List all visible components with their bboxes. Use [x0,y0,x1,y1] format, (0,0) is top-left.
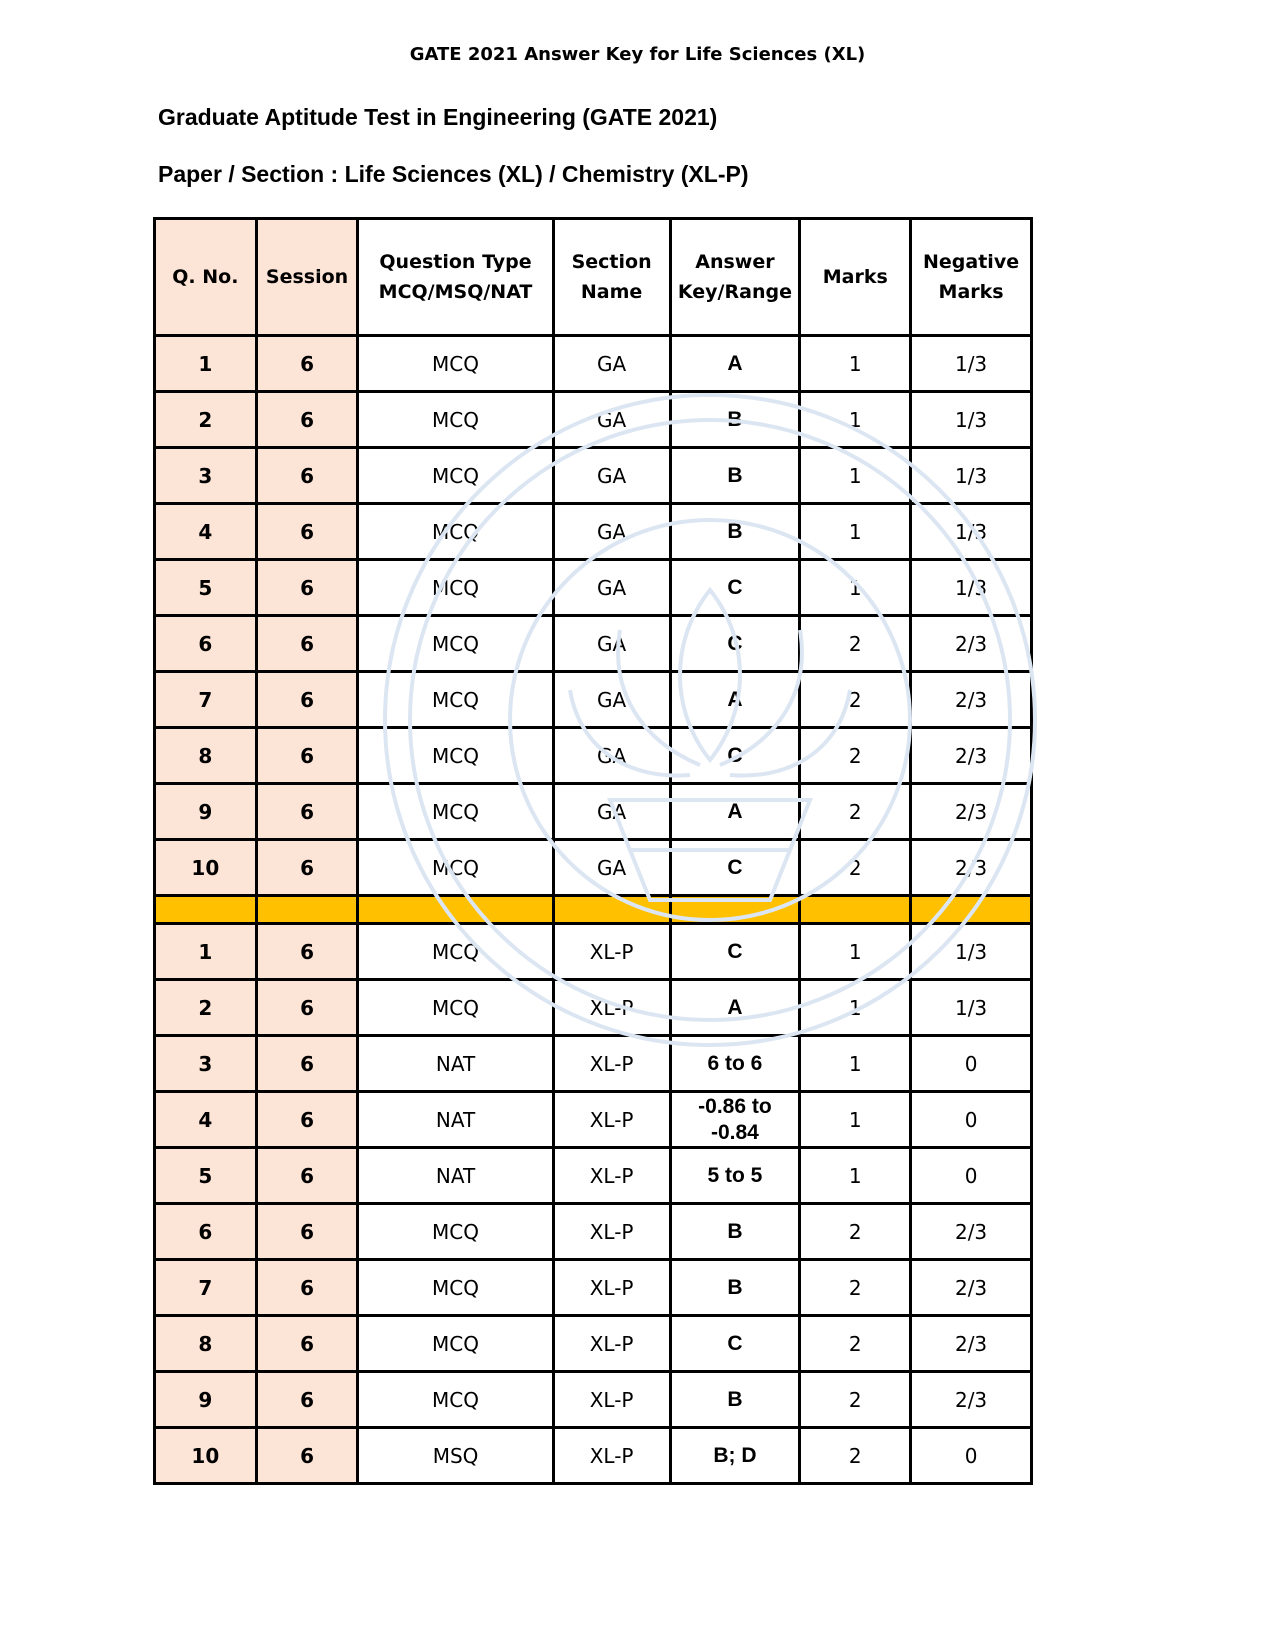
qno-cell: 7 [155,1260,257,1316]
qno-cell: 4 [155,1092,257,1148]
table-row [155,1260,1032,1316]
column-header-marks: Marks [800,219,911,336]
table-row [155,336,1032,392]
qno-cell: 2 [155,980,257,1036]
section-name-cell: GA [553,672,670,728]
column-header-session: Session [256,219,358,336]
answer-key-cell: C [670,728,800,784]
question-type-cell: MCQ [358,672,553,728]
negative-marks-cell: 2/3 [911,728,1032,784]
separator-cell [911,896,1032,924]
negative-marks-cell: 2/3 [911,1204,1032,1260]
answer-key-cell: C [670,924,800,980]
negative-marks-cell: 2/3 [911,1316,1032,1372]
table-header-row [155,219,1032,336]
question-type-cell: MCQ [358,336,553,392]
answer-key-cell: B; D [670,1428,800,1484]
session-cell: 6 [256,336,358,392]
qno-cell: 10 [155,840,257,896]
section-name-cell: GA [553,616,670,672]
answer-key-cell: A [670,336,800,392]
qno-cell: 3 [155,448,257,504]
negative-marks-cell: 1/3 [911,504,1032,560]
qno-cell: 9 [155,784,257,840]
section-name-cell: XL-P [553,1260,670,1316]
section-name-cell: XL-P [553,1092,670,1148]
marks-cell: 2 [800,1372,911,1428]
table-row [155,392,1032,448]
marks-cell: 1 [800,336,911,392]
session-cell: 6 [256,980,358,1036]
question-type-cell: MCQ [358,504,553,560]
answer-key-cell: C [670,1316,800,1372]
answer-key-cell: C [670,840,800,896]
marks-cell: 2 [800,728,911,784]
section-name-cell: GA [553,728,670,784]
marks-cell: 1 [800,980,911,1036]
separator-cell [800,896,911,924]
negative-marks-cell: 2/3 [911,1260,1032,1316]
table-row [155,448,1032,504]
separator-cell [553,896,670,924]
marks-cell: 1 [800,1092,911,1148]
answer-key-cell: 5 to 5 [670,1148,800,1204]
table-row [155,924,1032,980]
section-name-cell: XL-P [553,1372,670,1428]
question-type-cell: MCQ [358,840,553,896]
answer-key-cell: B [670,392,800,448]
session-cell: 6 [256,672,358,728]
negative-marks-cell: 0 [911,1092,1032,1148]
question-type-cell: MCQ [358,1204,553,1260]
column-header-question-type: Question Type MCQ/MSQ/NAT [358,219,553,336]
answer-key-cell: B [670,1204,800,1260]
question-type-cell: MCQ [358,784,553,840]
negative-marks-cell: 1/3 [911,924,1032,980]
table-row [155,1372,1032,1428]
marks-cell: 1 [800,924,911,980]
answer-key-cell: C [670,616,800,672]
table-row [155,1316,1032,1372]
qno-cell: 1 [155,336,257,392]
answer-key-cell: 6 to 6 [670,1036,800,1092]
question-type-cell: MCQ [358,728,553,784]
negative-marks-cell: 0 [911,1428,1032,1484]
qno-cell: 1 [155,924,257,980]
table-row [155,504,1032,560]
column-header-negative-marks: Negative Marks [911,219,1032,336]
section-name-cell: XL-P [553,980,670,1036]
question-type-cell: MCQ [358,980,553,1036]
marks-cell: 2 [800,616,911,672]
question-type-cell: MCQ [358,448,553,504]
qno-cell: 8 [155,1316,257,1372]
session-cell: 6 [256,1372,358,1428]
section-name-cell: XL-P [553,1316,670,1372]
section-name-cell: GA [553,784,670,840]
table-row [155,728,1032,784]
section-name-cell: GA [553,504,670,560]
marks-cell: 2 [800,1316,911,1372]
negative-marks-cell: 0 [911,1148,1032,1204]
section-name-cell: XL-P [553,1428,670,1484]
marks-cell: 1 [800,448,911,504]
answer-key-cell: A [670,784,800,840]
section-name-cell: XL-P [553,924,670,980]
marks-cell: 1 [800,560,911,616]
separator-row [155,896,1032,924]
xlp-section-rows [155,924,1032,1484]
qno-cell: 5 [155,1148,257,1204]
table-row [155,672,1032,728]
session-cell: 6 [256,1148,358,1204]
qno-cell: 9 [155,1372,257,1428]
paper-section-title: Paper / Section : Life Sciences (XL) / Chemistry (XL-P) [158,161,749,187]
table-row [155,840,1032,896]
negative-marks-cell: 1/3 [911,392,1032,448]
marks-cell: 1 [800,1036,911,1092]
marks-cell: 1 [800,1148,911,1204]
negative-marks-cell: 2/3 [911,840,1032,896]
negative-marks-cell: 1/3 [911,336,1032,392]
page-header-title: GATE 2021 Answer Key for Life Sciences (XL) [409,44,866,65]
session-cell: 6 [256,784,358,840]
session-cell: 6 [256,616,358,672]
session-cell: 6 [256,924,358,980]
separator-cell [256,896,358,924]
question-type-cell: MCQ [358,392,553,448]
column-header-answer-key: Answer Key/Range [670,219,800,336]
session-cell: 6 [256,1316,358,1372]
qno-cell: 7 [155,672,257,728]
answer-key-cell: A [670,980,800,1036]
marks-cell: 2 [800,1428,911,1484]
question-type-cell: MCQ [358,1260,553,1316]
table-row [155,980,1032,1036]
marks-cell: 1 [800,392,911,448]
question-type-cell: MCQ [358,560,553,616]
section-name-cell: GA [553,336,670,392]
negative-marks-cell: 1/3 [911,980,1032,1036]
column-header-qno: Q. No. [155,219,257,336]
session-cell: 6 [256,560,358,616]
session-cell: 6 [256,840,358,896]
session-cell: 6 [256,392,358,448]
session-cell: 6 [256,448,358,504]
session-cell: 6 [256,1092,358,1148]
qno-cell: 4 [155,504,257,560]
section-name-cell: GA [553,840,670,896]
ga-section-rows [155,336,1032,896]
table-row [155,1148,1032,1204]
session-cell: 6 [256,1260,358,1316]
section-name-cell: GA [553,560,670,616]
marks-cell: 1 [800,504,911,560]
separator-cell [670,896,800,924]
negative-marks-cell: 0 [911,1036,1032,1092]
qno-cell: 3 [155,1036,257,1092]
marks-cell: 2 [800,1204,911,1260]
qno-cell: 5 [155,560,257,616]
session-cell: 6 [256,1036,358,1092]
negative-marks-cell: 2/3 [911,1372,1032,1428]
question-type-cell: MCQ [358,1372,553,1428]
qno-cell: 8 [155,728,257,784]
answer-key-cell: B [670,448,800,504]
session-cell: 6 [256,728,358,784]
answer-key-cell: B [670,1260,800,1316]
answer-key-cell: C [670,560,800,616]
question-type-cell: MCQ [358,1316,553,1372]
question-type-cell: MSQ [358,1428,553,1484]
qno-cell: 6 [155,616,257,672]
question-type-cell: NAT [358,1036,553,1092]
question-type-cell: MCQ [358,616,553,672]
table-row [155,1092,1032,1148]
negative-marks-cell: 2/3 [911,784,1032,840]
answer-key-cell: B [670,1372,800,1428]
negative-marks-cell: 2/3 [911,616,1032,672]
separator-cell [155,896,257,924]
marks-cell: 2 [800,672,911,728]
question-type-cell: NAT [358,1092,553,1148]
answer-key-table [153,217,1033,1485]
table-row [155,1204,1032,1260]
table-row [155,616,1032,672]
section-name-cell: GA [553,448,670,504]
session-cell: 6 [256,1204,358,1260]
session-cell: 6 [256,1428,358,1484]
answer-key-cell: A [670,672,800,728]
section-name-cell: GA [553,392,670,448]
answer-key-cell: -0.86 to -0.84 [670,1092,800,1148]
section-separator [155,896,1032,924]
document-title: Graduate Aptitude Test in Engineering (GATE 2021) [158,104,718,130]
question-type-cell: MCQ [358,924,553,980]
section-name-cell: XL-P [553,1204,670,1260]
table-row [155,560,1032,616]
negative-marks-cell: 1/3 [911,448,1032,504]
qno-cell: 6 [155,1204,257,1260]
question-type-cell: NAT [358,1148,553,1204]
qno-cell: 2 [155,392,257,448]
separator-cell [358,896,553,924]
answer-key-cell: B [670,504,800,560]
negative-marks-cell: 2/3 [911,672,1032,728]
table-row [155,1036,1032,1092]
session-cell: 6 [256,504,358,560]
marks-cell: 2 [800,784,911,840]
marks-cell: 2 [800,1260,911,1316]
table-row [155,1428,1032,1484]
marks-cell: 2 [800,840,911,896]
negative-marks-cell: 1/3 [911,560,1032,616]
section-name-cell: XL-P [553,1148,670,1204]
section-name-cell: XL-P [553,1036,670,1092]
column-header-section-name: Section Name [553,219,670,336]
table-row [155,784,1032,840]
qno-cell: 10 [155,1428,257,1484]
